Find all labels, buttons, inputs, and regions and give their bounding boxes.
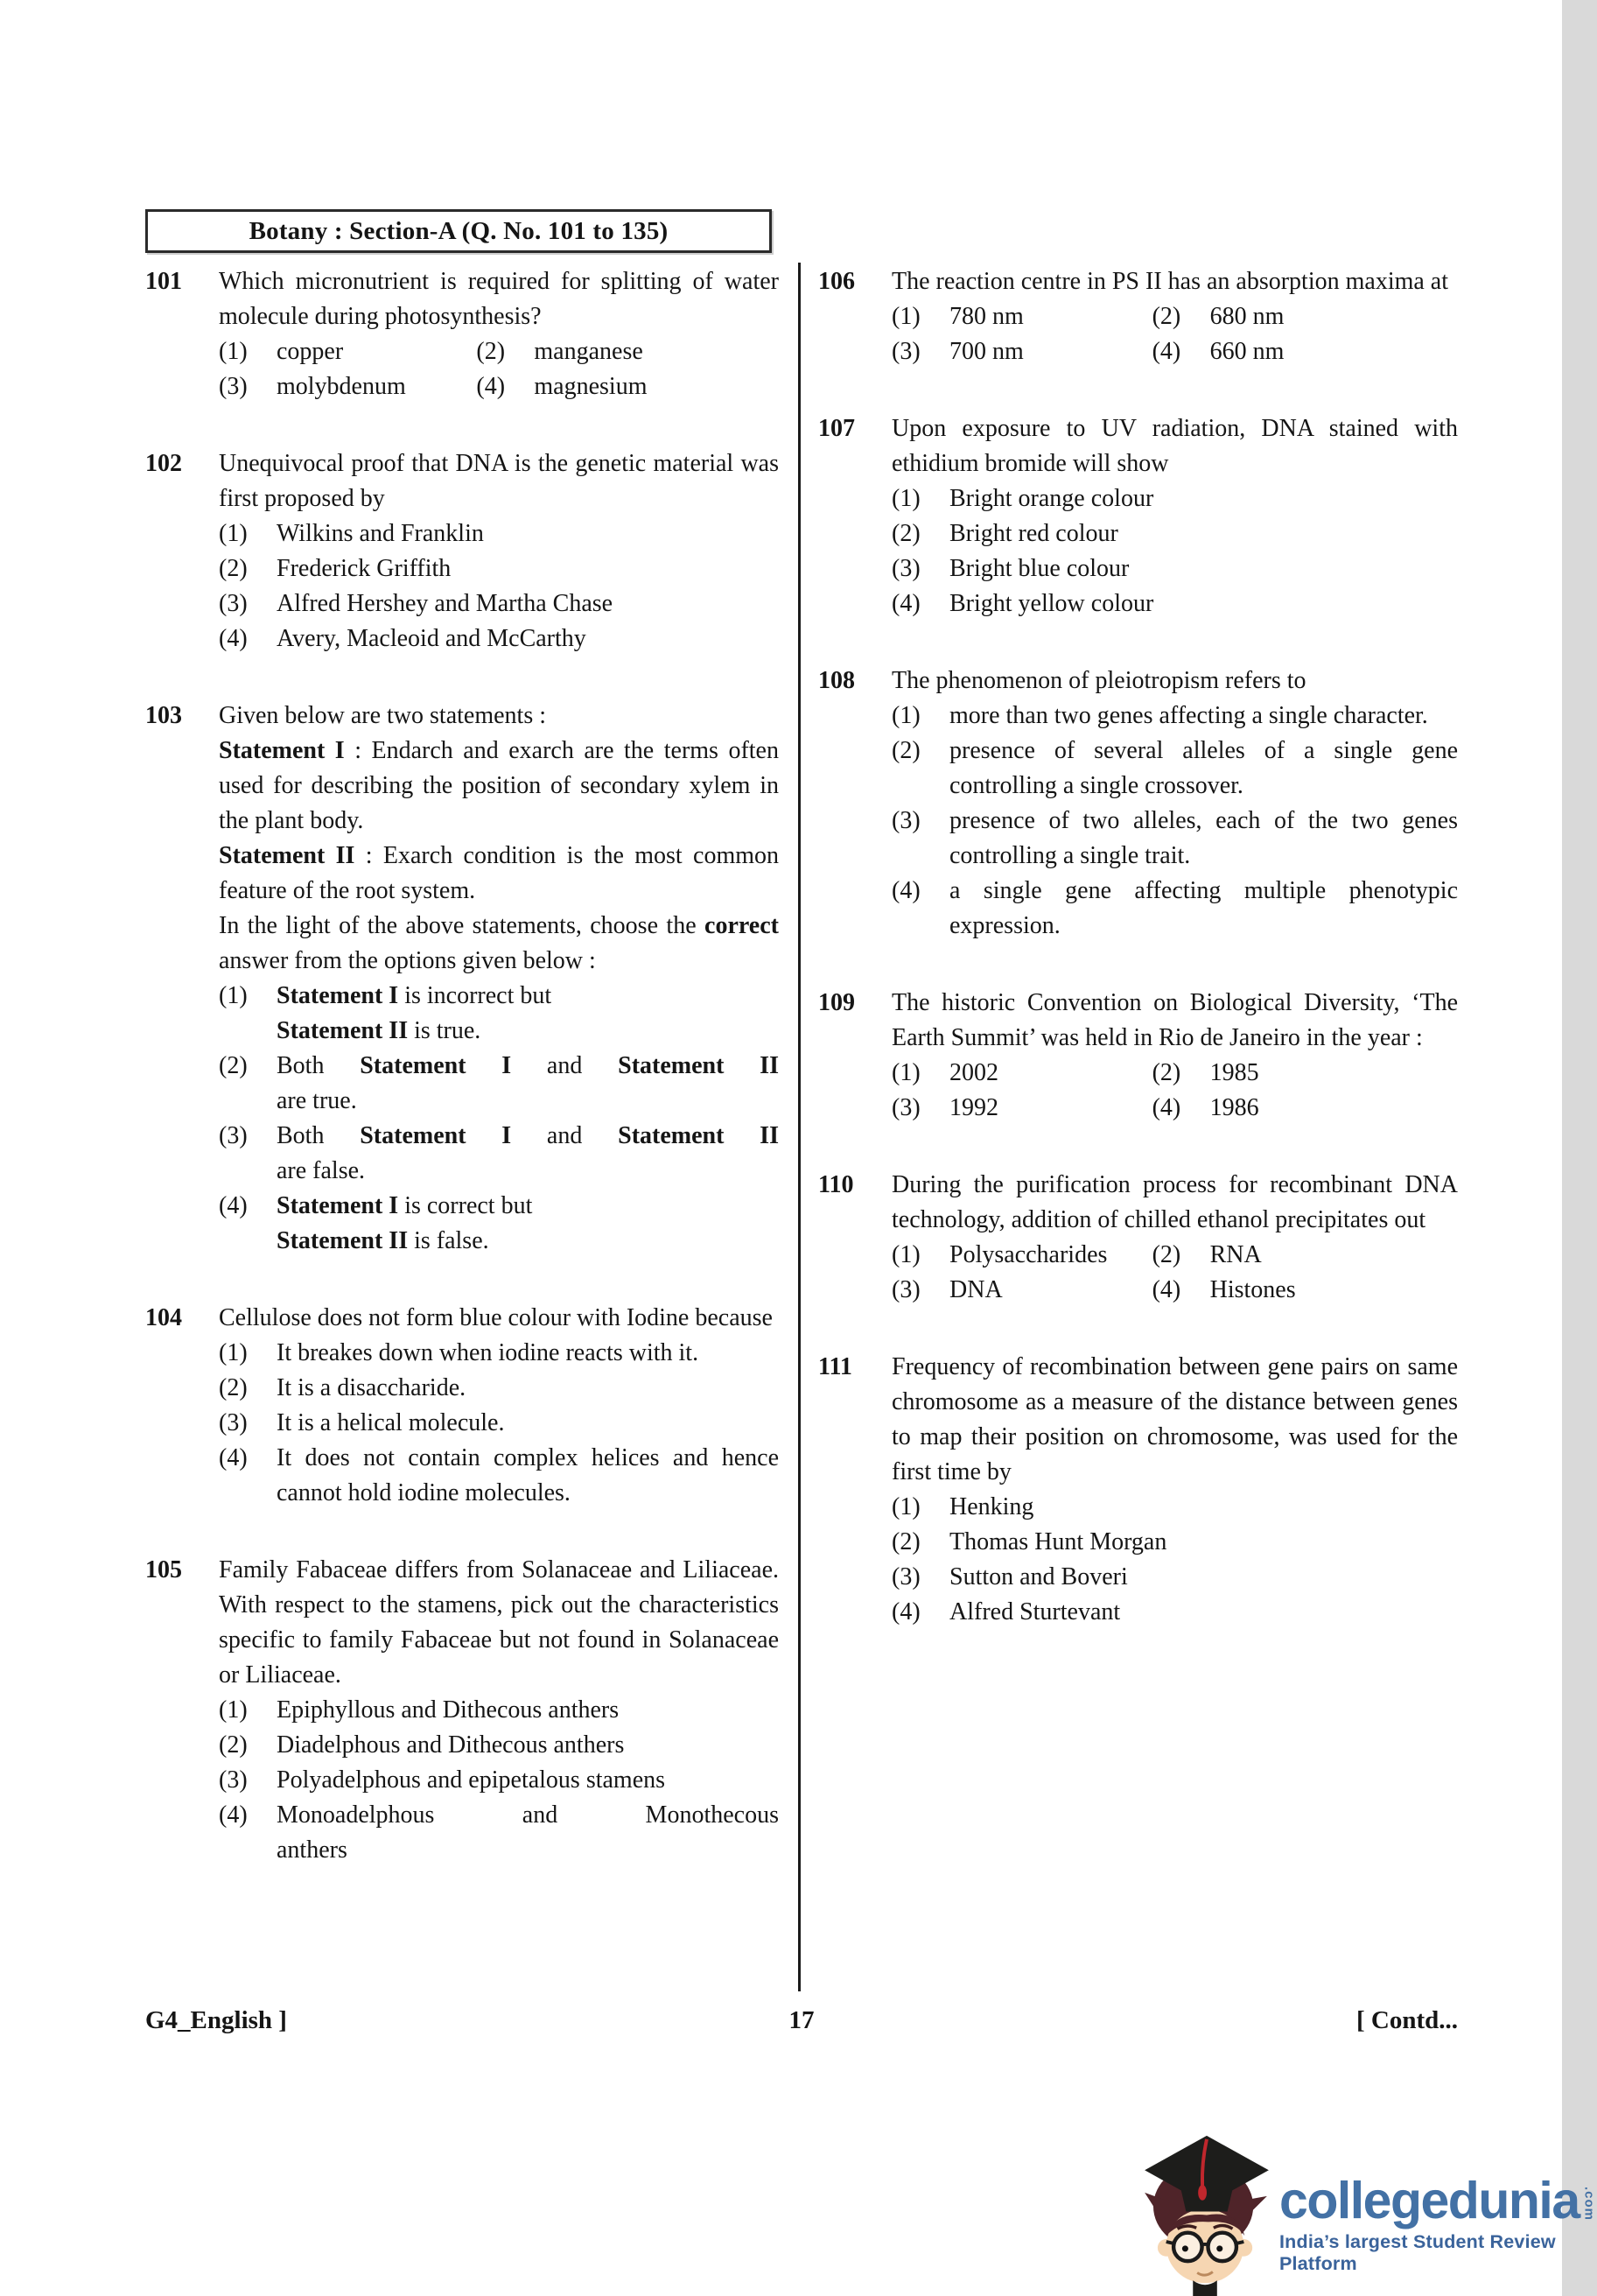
option-text xyxy=(949,874,1458,944)
option-text xyxy=(277,1441,779,1511)
text-line: In the light of the above statements, choose the correct answer from the options given below : xyxy=(219,912,779,974)
text-line: anthers xyxy=(277,1836,347,1864)
option-105-3 xyxy=(219,1763,779,1798)
option-label: (1) xyxy=(892,303,921,330)
text-line: Which micronutrient is required for splitting of water molecule during photosynthesis? xyxy=(219,268,779,330)
option-text xyxy=(277,1693,779,1728)
logo-text-block xyxy=(1279,2132,1597,2275)
question-number: 108 xyxy=(818,667,855,694)
option-text xyxy=(277,621,779,657)
text-line: Sutton and Boveri xyxy=(949,1563,1128,1590)
option-text xyxy=(949,334,1152,369)
question-body xyxy=(219,699,779,1259)
text-line: Wilkins and Franklin xyxy=(277,520,484,547)
option-text xyxy=(949,1595,1458,1630)
option-label: (1) xyxy=(892,1059,921,1086)
option-101-3 xyxy=(219,369,476,404)
text-line: Statement II is false. xyxy=(277,1227,489,1254)
question-number: 106 xyxy=(818,268,855,295)
option-text xyxy=(949,481,1458,516)
question-body xyxy=(892,1168,1458,1308)
option-text xyxy=(277,1728,779,1763)
question-111 xyxy=(818,1350,1458,1630)
option-111-1 xyxy=(892,1490,1458,1525)
option-label: (2) xyxy=(219,1731,248,1759)
options xyxy=(219,334,779,404)
option-105-2 xyxy=(219,1728,779,1763)
text-line: During the purification process for recombinant DNA technology, addition of chilled ethanol precipitates out xyxy=(892,1171,1458,1233)
option-label: (1) xyxy=(892,485,921,512)
option-106-1 xyxy=(892,299,1152,334)
question-number: 101 xyxy=(145,268,182,295)
question-number: 109 xyxy=(818,989,855,1016)
option-105-1 xyxy=(219,1693,779,1728)
text-line: Histones xyxy=(1209,1276,1296,1303)
text-line: Henking xyxy=(949,1493,1034,1520)
option-108-3 xyxy=(892,804,1458,874)
footer-contd: [ Contd... xyxy=(1355,2006,1458,2034)
option-text xyxy=(949,804,1458,874)
question-body xyxy=(892,986,1458,1126)
option-label: (3) xyxy=(892,338,921,365)
option-text xyxy=(1210,334,1458,369)
question-body xyxy=(892,411,1458,621)
text-line: magnesium xyxy=(534,373,648,400)
option-103-3 xyxy=(219,1119,779,1189)
text-line: The phenomenon of pleiotropism refers to xyxy=(892,667,1306,694)
option-text xyxy=(277,1049,779,1119)
option-text xyxy=(949,1273,1152,1308)
text-line: Statement II is true. xyxy=(277,1017,481,1044)
text-line: Family Fabaceae differs from Solanaceae and Liliaceae. With respect to the stamens, pick out the characteristics specific to family Fabaceae but not found in Solanaceae or Liliaceae. xyxy=(219,1556,779,1689)
option-110-1 xyxy=(892,1238,1152,1273)
question-105 xyxy=(145,1553,779,1868)
option-104-2 xyxy=(219,1371,779,1406)
options xyxy=(892,1490,1458,1630)
option-text xyxy=(277,1763,779,1798)
footer-page-number: 17 xyxy=(788,2006,815,2034)
text-line: Bright blue colour xyxy=(949,555,1130,582)
logo-tagline: India’s largest Student Review Platform xyxy=(1279,2231,1556,2274)
option-label: (3) xyxy=(219,1409,248,1436)
question-number: 103 xyxy=(145,702,182,729)
option-text xyxy=(949,516,1458,551)
option-label: (3) xyxy=(892,555,921,582)
text-line: Avery, Macleoid and McCarthy xyxy=(277,625,586,652)
question-number: 111 xyxy=(818,1353,852,1380)
options xyxy=(892,1238,1458,1308)
option-label: (2) xyxy=(476,338,506,365)
option-text xyxy=(1210,299,1458,334)
option-text xyxy=(949,1091,1152,1126)
option-text xyxy=(1210,1056,1458,1091)
collegedunia-logo xyxy=(1138,2132,1597,2296)
option-102-1 xyxy=(219,516,779,551)
option-text xyxy=(277,586,779,621)
text-line: Bright yellow colour xyxy=(949,590,1154,617)
option-label: (1) xyxy=(219,982,248,1009)
option-text xyxy=(534,334,779,369)
text-line: molybdenum xyxy=(277,373,406,400)
question-103 xyxy=(145,699,779,1259)
option-104-1 xyxy=(219,1336,779,1371)
option-text xyxy=(277,1336,779,1371)
option-label: (4) xyxy=(892,590,921,617)
question-body xyxy=(219,264,779,404)
option-label: (3) xyxy=(219,1766,248,1794)
option-text xyxy=(534,369,779,404)
option-label: (2) xyxy=(219,1052,248,1079)
text-line: Alfred Hershey and Martha Chase xyxy=(277,590,613,617)
option-text xyxy=(277,1371,779,1406)
option-label: (1) xyxy=(892,1241,921,1268)
text-line: Both Statement I and Statement II xyxy=(277,1052,779,1079)
text-line: presence of several alleles of a single gene controlling a single crossover. xyxy=(949,737,1458,799)
text-line: Frequency of recombination between gene pairs on same chromosome as a measure of the distance between genes to map their position on chromosome, was used for the first time by xyxy=(892,1353,1458,1485)
option-label: (2) xyxy=(1152,303,1181,330)
question-body xyxy=(892,1350,1458,1630)
option-label: (4) xyxy=(892,1598,921,1625)
option-label: (4) xyxy=(892,877,921,904)
text-line: 2002 xyxy=(949,1059,998,1086)
option-111-4 xyxy=(892,1595,1458,1630)
text-line: 1986 xyxy=(1209,1094,1259,1121)
option-label: (4) xyxy=(1152,338,1181,365)
text-line: more than two genes affecting a single character. xyxy=(949,702,1428,729)
options xyxy=(219,979,779,1259)
text-line: 660 nm xyxy=(1209,338,1285,365)
option-label: (1) xyxy=(892,1493,921,1520)
question-101 xyxy=(145,264,779,404)
text-line: RNA xyxy=(1209,1241,1262,1268)
option-label: (3) xyxy=(219,373,248,400)
text-line: Monoadelphous and Monothecous xyxy=(277,1801,779,1829)
options xyxy=(892,481,1458,621)
text-line: The reaction centre in PS II has an absorption maxima at xyxy=(892,268,1449,295)
text-line: are false. xyxy=(277,1157,366,1184)
option-text xyxy=(949,1056,1152,1091)
question-102 xyxy=(145,446,779,657)
text-line: Statement I is correct but xyxy=(277,1192,533,1219)
option-label: (1) xyxy=(892,702,921,729)
text-line: 1985 xyxy=(1209,1059,1259,1086)
option-text xyxy=(949,1490,1458,1525)
text-line: Epiphyllous and Dithecous anthers xyxy=(277,1696,620,1724)
text-line: are true. xyxy=(277,1087,357,1114)
option-text xyxy=(949,1560,1458,1595)
option-111-2 xyxy=(892,1525,1458,1560)
footer-booklet-code: G4_English ] xyxy=(145,2006,287,2034)
option-label: (3) xyxy=(892,1276,921,1303)
text-line: Given below are two statements : xyxy=(219,702,547,729)
text-line: Thomas Hunt Morgan xyxy=(949,1528,1167,1555)
option-109-2 xyxy=(1152,1056,1458,1091)
text-line: Statement I is incorrect but xyxy=(277,982,552,1009)
option-108-4 xyxy=(892,874,1458,944)
text-line: Upon exposure to UV radiation, DNA stained with ethidium bromide will show xyxy=(892,415,1458,477)
text-line: Statement II : Exarch condition is the most common feature of the root system. xyxy=(219,842,779,904)
question-number: 105 xyxy=(145,1556,182,1583)
option-102-3 xyxy=(219,586,779,621)
text-line: Cellulose does not form blue colour with Iodine because xyxy=(219,1304,773,1331)
option-101-1 xyxy=(219,334,476,369)
option-label: (3) xyxy=(892,807,921,834)
option-107-4 xyxy=(892,586,1458,621)
option-108-2 xyxy=(892,734,1458,804)
option-label: (4) xyxy=(219,1801,248,1829)
question-number: 104 xyxy=(145,1304,182,1331)
options xyxy=(219,516,779,657)
option-label: (4) xyxy=(219,1444,248,1471)
question-110 xyxy=(818,1168,1458,1308)
option-111-3 xyxy=(892,1560,1458,1595)
option-label: (4) xyxy=(476,373,506,400)
text-line: 680 nm xyxy=(1209,303,1285,330)
option-102-4 xyxy=(219,621,779,657)
option-text xyxy=(949,699,1458,734)
option-label: (2) xyxy=(892,1528,921,1555)
option-label: (1) xyxy=(219,1339,248,1366)
text-line: 1992 xyxy=(949,1094,998,1121)
option-label: (2) xyxy=(892,737,921,764)
text-line: copper xyxy=(277,338,344,365)
question-106 xyxy=(818,264,1458,369)
option-label: (4) xyxy=(1152,1094,1181,1121)
option-label: (2) xyxy=(892,520,921,547)
options xyxy=(219,1693,779,1868)
option-label: (1) xyxy=(219,1696,248,1724)
option-104-3 xyxy=(219,1406,779,1441)
text-line: Polysaccharides xyxy=(949,1241,1108,1268)
option-text xyxy=(949,586,1458,621)
text-line: Bright red colour xyxy=(949,520,1118,547)
option-102-2 xyxy=(219,551,779,586)
question-body xyxy=(219,1301,779,1511)
option-103-4 xyxy=(219,1189,779,1259)
option-text xyxy=(277,334,476,369)
text-line: It is a helical molecule. xyxy=(277,1409,505,1436)
text-line: The historic Convention on Biological Diversity, ‘The Earth Summit’ was held in Rio de Janeiro in the year : xyxy=(892,989,1458,1051)
text-line: DNA xyxy=(949,1276,1003,1303)
text-line: Diadelphous and Dithecous anthers xyxy=(277,1731,625,1759)
option-109-1 xyxy=(892,1056,1152,1091)
option-label: (4) xyxy=(219,625,248,652)
option-text xyxy=(277,1406,779,1441)
text-line: a single gene affecting multiple phenotypic expression. xyxy=(949,877,1458,939)
question-108 xyxy=(818,664,1458,944)
option-103-1 xyxy=(219,979,779,1049)
options xyxy=(219,1336,779,1511)
option-text xyxy=(277,1119,779,1189)
question-body xyxy=(892,664,1458,944)
option-105-4 xyxy=(219,1798,779,1868)
text-line: It does not contain complex helices and hence cannot hold iodine molecules. xyxy=(277,1444,779,1506)
question-107 xyxy=(818,411,1458,621)
logo-wordmark: collegedunia xyxy=(1279,2172,1579,2229)
section-header xyxy=(145,209,772,253)
options xyxy=(892,299,1458,369)
text-line: It is a disaccharide. xyxy=(277,1374,466,1401)
section-title: Botany : Section-A (Q. No. 101 to 135) xyxy=(249,216,669,245)
option-text xyxy=(277,979,779,1049)
option-text xyxy=(949,1238,1152,1273)
option-text xyxy=(949,1525,1458,1560)
option-109-3 xyxy=(892,1091,1152,1126)
text-line: Polyadelphous and epipetalous stamens xyxy=(277,1766,666,1794)
question-body xyxy=(219,1553,779,1868)
question-number: 102 xyxy=(145,450,182,477)
option-text xyxy=(277,1798,779,1868)
question-109 xyxy=(818,986,1458,1126)
option-109-4 xyxy=(1152,1091,1458,1126)
option-106-2 xyxy=(1152,299,1458,334)
option-text xyxy=(1210,1091,1458,1126)
option-label: (1) xyxy=(219,520,248,547)
option-label: (2) xyxy=(1152,1241,1181,1268)
logo-tld: .com xyxy=(1581,2187,1597,2222)
option-text xyxy=(949,299,1152,334)
question-number: 110 xyxy=(818,1171,854,1198)
question-number: 107 xyxy=(818,415,855,442)
option-text xyxy=(1210,1273,1458,1308)
option-label: (4) xyxy=(219,1192,248,1219)
option-text xyxy=(277,1189,779,1259)
option-101-4 xyxy=(476,369,779,404)
option-110-3 xyxy=(892,1273,1152,1308)
option-label: (3) xyxy=(219,590,248,617)
option-text xyxy=(277,369,476,404)
option-label: (2) xyxy=(219,1374,248,1401)
option-101-2 xyxy=(476,334,779,369)
column-divider xyxy=(798,263,801,1991)
option-text xyxy=(949,551,1458,586)
text-line: manganese xyxy=(534,338,643,365)
options xyxy=(892,1056,1458,1126)
text-line: 780 nm xyxy=(949,303,1024,330)
option-text xyxy=(949,734,1458,804)
option-103-2 xyxy=(219,1049,779,1119)
text-line: Frederick Griffith xyxy=(277,555,452,582)
option-text xyxy=(277,551,779,586)
option-106-3 xyxy=(892,334,1152,369)
text-line: Statement I : Endarch and exarch are the terms often used for describing the position of secondary xylem in the plant body. xyxy=(219,737,779,834)
option-106-4 xyxy=(1152,334,1458,369)
option-label: (2) xyxy=(219,555,248,582)
option-label: (1) xyxy=(219,338,248,365)
option-104-4 xyxy=(219,1441,779,1511)
text-line: 700 nm xyxy=(949,338,1024,365)
question-body xyxy=(219,446,779,657)
option-label: (2) xyxy=(1152,1059,1181,1086)
question-body xyxy=(892,264,1458,369)
text-line: presence of two alleles, each of the two genes controlling a single trait. xyxy=(949,807,1458,869)
option-107-3 xyxy=(892,551,1458,586)
right-column xyxy=(818,264,1458,1672)
option-108-1 xyxy=(892,699,1458,734)
text-line: Both Statement I and Statement II xyxy=(277,1122,779,1149)
question-104 xyxy=(145,1301,779,1511)
text-line: Alfred Sturtevant xyxy=(949,1598,1121,1625)
option-110-2 xyxy=(1152,1238,1458,1273)
left-column xyxy=(145,264,779,1910)
option-label: (3) xyxy=(219,1122,248,1149)
option-110-4 xyxy=(1152,1273,1458,1308)
option-text xyxy=(1210,1238,1458,1273)
graduate-mascot-icon xyxy=(1138,2132,1276,2296)
option-label: (4) xyxy=(1152,1276,1181,1303)
text-line: Unequivocal proof that DNA is the genetic material was first proposed by xyxy=(219,450,779,512)
option-label: (3) xyxy=(892,1563,921,1590)
text-line: It breakes down when iodine reacts with it. xyxy=(277,1339,699,1366)
option-label: (3) xyxy=(892,1094,921,1121)
options xyxy=(892,699,1458,944)
option-text xyxy=(277,516,779,551)
option-107-1 xyxy=(892,481,1458,516)
option-107-2 xyxy=(892,516,1458,551)
text-line: Bright orange colour xyxy=(949,485,1154,512)
